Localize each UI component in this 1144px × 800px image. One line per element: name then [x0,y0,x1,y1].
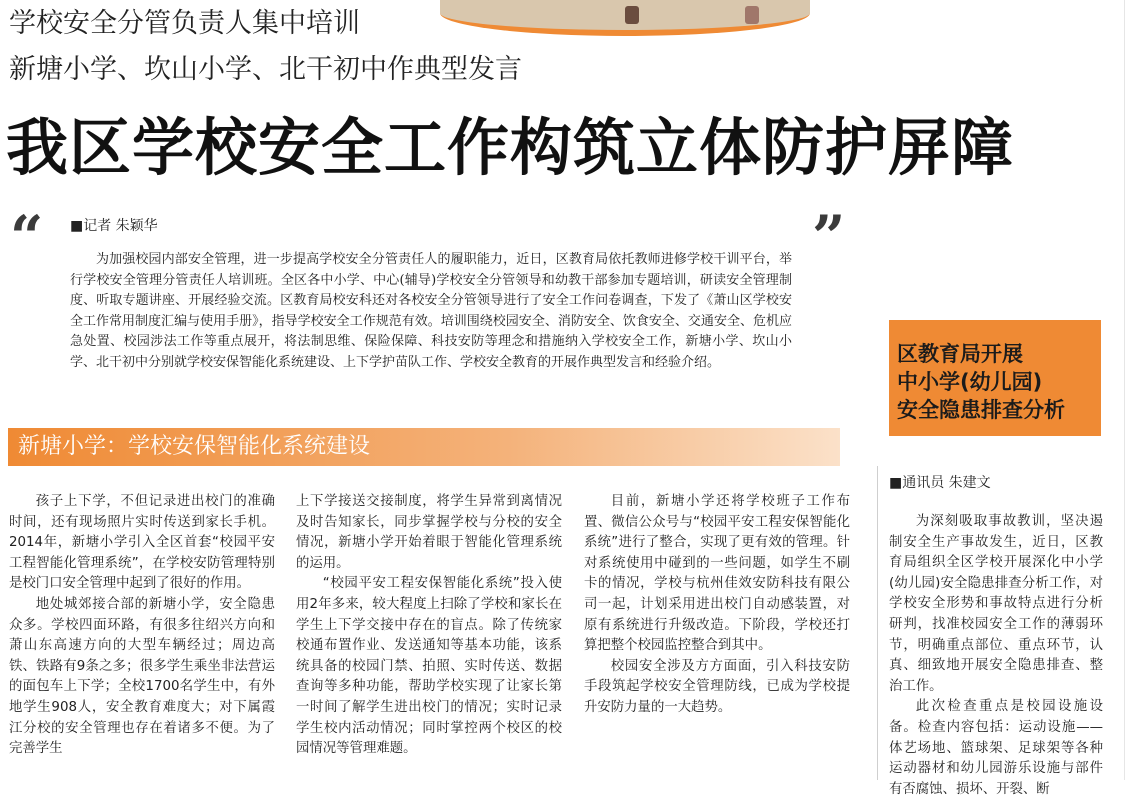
paragraph: 地处城郊接合部的新塘小学，安全隐患众多。学校四面环路，有很多往绍兴方向和萧山东高速方向的大型车辆经过；周边高铁、铁路有9条之多；很多学生乘坐非法营运的面包车上下学；全校1700名学生中，有外地学生908人，安全教育难度大；对下属霞江分校的安全管理也存在着诸多不便。为了完善学生 [9,596,275,757]
subtitle-1: 学校安全分管负责人集中培训 [9,8,360,39]
paragraph: 此次检查重点是校园设施设备。检查内容包括：运动设施——体艺场地、篮球架、足球架等各种运动器材和幼儿园游乐设施与部件有否腐蚀、损坏、开裂、断 [889,699,1103,797]
paragraph: “校园平安工程安保智能化系统”投入使用2年多来，较大程度上扫除了学校和家长在学生上下学交接中存在的盲点。除了传统家校通布置作业、发送通知等基本功能，该系统具备的校园门禁、拍照、实时传送、数据查询等多种功能，帮助学校实现了让家长第一时间了解学生进出校门的情况；实时记录学生校内活动情况；同时掌控两个校区的校园情况等管理难题。 [296,576,562,757]
headline: 我区学校安全工作构筑立体防护屏障 [6,111,1015,184]
side-article-title-box [889,320,1101,436]
section-title: 新塘小学：学校安保智能化系统建设 [18,434,371,459]
article-column-2 [296,492,562,760]
paragraph: 孩子上下学，不但记录进出校门的准确时间，还有现场照片实时传送到家长手机。2014年，新塘小学引入全区首套“校园平安工程智能化管理系统”，在学校安防管理特别是校门口安全管理中起到了很好的作用。 [9,494,275,592]
paragraph: 为深刻吸取事故教训，坚决遏制安全生产事故发生，近日，区教育局组织全区学校开展深化中小学(幼儿园)安全隐患排查分析工作，对学校安全形势和事故特点进行分析研判，找准校园安全工作的薄弱环节，明确重点部位、重点环节，认真、细致地开展安全隐患排查、整治工作。 [889,514,1103,694]
paragraph: 上下学接送交接制度，将学生异常到离情况及时告知家长，同步掌握学校与分校的安全情况，新塘小学开始着眼于智能化管理系统的运用。 [296,494,562,571]
side-title-line: 安全隐患排查分析 [897,398,1065,422]
side-article-body [889,512,1103,800]
subtitle-2: 新塘小学、坎山小学、北干初中作典型发言 [9,54,522,85]
article-column-3 [584,492,850,719]
paragraph: 目前，新塘小学还将学校班子工作布置、微信公众号与“校园平安工程安保智能化系统”进行了整合，实现了更有效的管理。针对系统使用中碰到的一些问题，如学生不刷卡的情况，学校与杭州佳效安防科技有限公司一起，计划采用进出校门自动感装置，对原有系统进行升级改造。下阶段，学校还打算把整个校园监控整合到其中。 [584,494,850,654]
column-divider [877,466,878,780]
section-header-bar [8,428,840,466]
side-title-line: 中小学(幼儿园) [897,370,1043,394]
photo-figure [625,6,639,24]
photo-figure [745,6,759,24]
close-quote-icon: ” [812,203,846,271]
top-photo [440,0,810,36]
side-article-byline: ■通讯员 朱建文 [889,475,991,491]
article-column-1 [9,492,275,760]
side-title-line: 区教育局开展 [897,342,1023,366]
page-edge [1124,0,1144,780]
article-byline: ■记者 朱颖华 [70,218,158,234]
paragraph: 校园安全涉及方方面面，引入科技安防手段筑起学校安全管理防线，已成为学校提升安防力量的一大趋势。 [584,658,850,715]
article-intro: 为加强校园内部安全管理，进一步提高学校安全分管责任人的履职能力，近日，区教育局依托教师进修学校干训平台，举行学校安全管理分管责任人培训班。全区各中小学、中心(辅导)学校安全分管领导和幼教干部参加专题培训，研读安全管理制度、听取专题讲座、开展经验交流。区教育局校安科还对各校安全分管领导进行了安全工作问卷调查，下发了《萧山区学校安全工作常用制度汇编与使用手册》，指导学校安全工作规范有效。培训围绕校园安全、消防安全、饮食安全、交通安全、危机应急处置、校园涉法工作等重点展开，将法制思维、保险保障、科技安防等理念和措施纳入学校安全工作，新塘小学、坎山小学、北干初中分别就学校安保智能化系统建设、上下学护苗队工作、学校安全教育的开展作典型发言和经验介绍。 [70,252,792,370]
open-quote-icon: “ [10,203,44,271]
